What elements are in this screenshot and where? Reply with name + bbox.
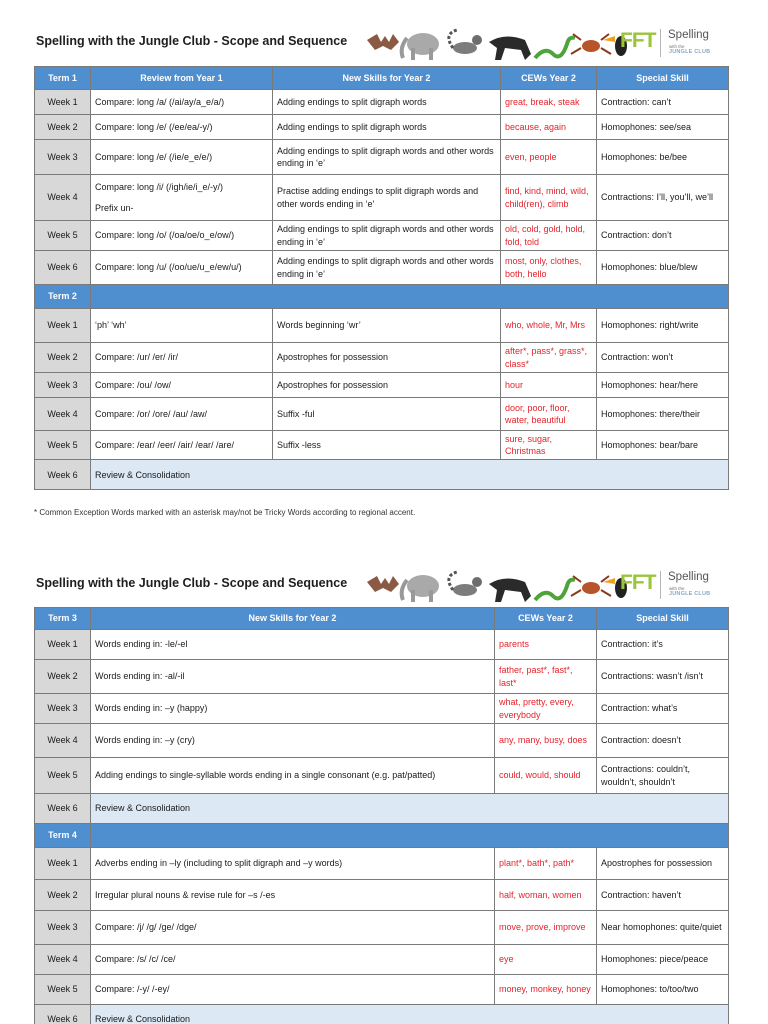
review-cell: Compare: long /e/ (/ee/ea/-y/) — [91, 115, 273, 140]
week-label: Week 1 — [35, 848, 91, 880]
logo-with: with the — [669, 586, 685, 591]
cew-cell: sure, sugar, Christmas — [501, 431, 597, 460]
review-row — [35, 794, 729, 824]
week-label: Week 2 — [35, 115, 91, 140]
skill-cell: Adding endings to split digraph words and other words ending in ‘e’ — [273, 221, 501, 251]
bat-icon — [367, 576, 399, 592]
term-divider-row — [35, 824, 729, 848]
skill-cell: Words ending in: –y (cry) — [91, 724, 495, 758]
week-label: Week 6 — [35, 460, 91, 490]
review-cell: Compare: /ear/ /eer/ /air/ /ear/ /are/ — [91, 431, 273, 460]
week-label: Week 4 — [35, 945, 91, 975]
page-title: Spelling with the Jungle Club - Scope and Sequence — [36, 34, 348, 48]
term-divider-row — [35, 285, 729, 309]
table-row — [35, 694, 729, 724]
review-cell: Compare: /or/ /ore/ /au/ /aw/ — [91, 398, 273, 431]
cew-cell: could, would, should — [495, 758, 597, 794]
logo-with: with the — [669, 44, 685, 49]
table-row — [35, 880, 729, 911]
table-row — [35, 431, 729, 460]
table-row — [35, 398, 729, 431]
table-row — [35, 221, 729, 251]
table-row — [35, 343, 729, 373]
table-row — [35, 848, 729, 880]
review-row — [35, 1005, 729, 1024]
lemur-icon — [449, 572, 482, 596]
cew-cell: find, kind, mind, wild, child(ren), climb — [501, 175, 597, 221]
week-label: Week 4 — [35, 175, 91, 221]
table-row — [35, 175, 729, 221]
week-label: Week 3 — [35, 140, 91, 175]
week-label: Week 2 — [35, 343, 91, 373]
review-cell: Compare: long /a/ (/ai/ay/a_e/a/) — [91, 90, 273, 115]
skill-cell: Words ending in: -al/-il — [91, 660, 495, 694]
footnote: * Common Exception Words marked with an asterisk may/not be Tricky Words according to regional accent. — [34, 508, 416, 517]
cew-cell: move, prove, improve — [495, 911, 597, 945]
week-label: Week 5 — [35, 758, 91, 794]
review-text: Compare: long /i/ (/igh/ie/i_e/-y/) — [95, 182, 224, 193]
cew-cell: even, people — [501, 140, 597, 175]
week-label: Week 2 — [35, 880, 91, 911]
table-row — [35, 373, 729, 398]
logo-jungle-club: JUNGLE CLUB — [669, 49, 711, 55]
cew-cell: who, whole, Mr, Mrs — [501, 309, 597, 343]
skill-cell: Suffix -less — [273, 431, 501, 460]
skill-cell: Apostrophes for possession — [273, 343, 501, 373]
special-cell: Contraction: can’t — [597, 90, 729, 115]
special-cell: Near homophones: quite/quiet — [597, 911, 729, 945]
skill-cell: Adding endings to split digraph words and other words ending in ‘e’ — [273, 251, 501, 285]
table-row — [35, 90, 729, 115]
panther-icon — [489, 36, 531, 60]
snake-icon — [535, 38, 575, 58]
skill-cell: Compare: /-y/ /-ey/ — [91, 975, 495, 1005]
elephant-icon — [402, 33, 439, 60]
special-cell: Homophones: see/sea — [597, 115, 729, 140]
special-cell: Contraction: haven’t — [597, 880, 729, 911]
week-label: Week 6 — [35, 251, 91, 285]
skill-cell: Words beginning ‘wr’ — [273, 309, 501, 343]
table-row — [35, 251, 729, 285]
snake-icon — [535, 580, 575, 600]
cew-cell: plant*, bath*, path* — [495, 848, 597, 880]
scope-table-terms-1-2 — [34, 66, 729, 490]
header-special: Special Skill — [597, 67, 729, 90]
special-cell: Homophones: bear/bare — [597, 431, 729, 460]
cew-cell: eye — [495, 945, 597, 975]
cew-cell: great, break, steak — [501, 90, 597, 115]
week-label: Week 4 — [35, 724, 91, 758]
header-term: Term 1 — [35, 67, 91, 90]
skill-cell: Practise adding endings to split digraph words and other words ending in ‘e’ — [273, 175, 501, 221]
skill-cell: Adding endings to split digraph words and other words ending in ‘e’ — [273, 140, 501, 175]
review-row — [35, 460, 729, 490]
special-cell: Contraction: don’t — [597, 221, 729, 251]
skill-cell: Irregular plural nouns & revise rule for –s /-es — [91, 880, 495, 911]
review-cell: Compare: long /u/ (/oo/ue/u_e/ew/u/) — [91, 251, 273, 285]
header-skills: New Skills for Year 2 — [273, 67, 501, 90]
review-cell: ‘ph’ ‘wh’ — [91, 309, 273, 343]
table-row — [35, 975, 729, 1005]
week-label: Week 5 — [35, 975, 91, 1005]
review-cell: Compare: /ou/ /ow/ — [91, 373, 273, 398]
table-row — [35, 115, 729, 140]
review-extra-text: Prefix un- — [95, 202, 134, 213]
table-row — [35, 309, 729, 343]
week-label: Week 2 — [35, 660, 91, 694]
term-label: Term 4 — [35, 824, 91, 848]
skill-cell: Adding endings to split digraph words — [273, 90, 501, 115]
cew-cell: because, again — [501, 115, 597, 140]
table-row — [35, 724, 729, 758]
cew-cell: most, only, clothes, both, hello — [501, 251, 597, 285]
special-cell: Contractions: wasn’t /isn’t — [597, 660, 729, 694]
cew-cell: after*, pass*, grass*, class* — [501, 343, 597, 373]
header-term: Term 3 — [35, 608, 91, 630]
fft-logo — [620, 27, 730, 61]
cew-cell: any, many, busy, does — [495, 724, 597, 758]
cew-cell: old, cold, gold, hold, fold, told — [501, 221, 597, 251]
cew-cell: half, woman, women — [495, 880, 597, 911]
scope-table-terms-3-4 — [34, 607, 729, 1024]
header-cews: CEWs Year 2 — [495, 608, 597, 630]
spider-icon — [571, 34, 611, 54]
review-consolidation-cell: Review & Consolidation — [91, 1005, 729, 1024]
term-label: Term 2 — [35, 285, 91, 309]
skill-cell: Apostrophes for possession — [273, 373, 501, 398]
review-consolidation-cell: Review & Consolidation — [91, 794, 729, 824]
panther-icon — [489, 578, 531, 602]
review-cell: Compare: long /e/ (/ie/e_e/e/) — [91, 140, 273, 175]
special-cell: Homophones: blue/blew — [597, 251, 729, 285]
week-label: Week 1 — [35, 630, 91, 660]
skill-cell: Compare: /j/ /g/ /ge/ /dge/ — [91, 911, 495, 945]
fft-logo — [620, 569, 730, 603]
table-row — [35, 660, 729, 694]
table-row — [35, 911, 729, 945]
review-cell: Compare: long /o/ (/oa/oe/o_e/ow/) — [91, 221, 273, 251]
review-cell — [91, 175, 273, 221]
special-cell: Homophones: be/bee — [597, 140, 729, 175]
week-label: Week 3 — [35, 911, 91, 945]
jungle-animals-illustration — [365, 24, 633, 64]
header-special: Special Skill — [597, 608, 729, 630]
week-label: Week 3 — [35, 373, 91, 398]
table-row — [35, 758, 729, 794]
skill-cell: Words ending in: -le/-el — [91, 630, 495, 660]
special-cell: Contraction: what’s — [597, 694, 729, 724]
special-cell: Homophones: to/too/two — [597, 975, 729, 1005]
skill-cell: Adverbs ending in –ly (including to split digraph and –y words) — [91, 848, 495, 880]
logo-jungle-club: JUNGLE CLUB — [669, 591, 711, 597]
skill-cell: Words ending in: –y (happy) — [91, 694, 495, 724]
table-header-row — [35, 608, 729, 630]
table-row — [35, 140, 729, 175]
week-label: Week 5 — [35, 221, 91, 251]
skill-cell: Adding endings to single-syllable words ending in a single consonant (e.g. pat/patted) — [91, 758, 495, 794]
cew-cell: door, poor, floor, water, beautiful — [501, 398, 597, 431]
review-cell: Compare: /ur/ /er/ /ir/ — [91, 343, 273, 373]
review-consolidation-cell: Review & Consolidation — [91, 460, 729, 490]
skill-cell: Adding endings to split digraph words — [273, 115, 501, 140]
fft-logo-mark: FFT — [620, 29, 656, 52]
special-cell: Homophones: hear/here — [597, 373, 729, 398]
cew-cell: money, monkey, honey — [495, 975, 597, 1005]
week-label: Week 6 — [35, 794, 91, 824]
header-review: Review from Year 1 — [91, 67, 273, 90]
cew-cell: what, pretty, every, everybody — [495, 694, 597, 724]
logo-spelling: Spelling — [668, 571, 709, 583]
special-cell: Homophones: there/their — [597, 398, 729, 431]
week-label: Week 6 — [35, 1005, 91, 1024]
week-label: Week 4 — [35, 398, 91, 431]
spider-icon — [571, 576, 611, 596]
special-cell: Contraction: it’s — [597, 630, 729, 660]
skill-cell: Compare: /s/ /c/ /ce/ — [91, 945, 495, 975]
bat-icon — [367, 34, 399, 50]
jungle-animals-illustration — [365, 566, 633, 606]
page-title: Spelling with the Jungle Club - Scope and Sequence — [36, 576, 348, 590]
special-cell: Contractions: couldn’t, wouldn’t, shouldn’t — [597, 758, 729, 794]
cew-cell: father, past*, fast*, last* — [495, 660, 597, 694]
page-header-2 — [33, 566, 728, 606]
special-cell: Contractions: I’ll, you’ll, we’ll — [597, 175, 729, 221]
special-cell: Homophones: right/write — [597, 309, 729, 343]
page-header-1 — [33, 24, 728, 64]
table-row — [35, 945, 729, 975]
week-label: Week 1 — [35, 309, 91, 343]
week-label: Week 1 — [35, 90, 91, 115]
special-cell: Homophones: piece/peace — [597, 945, 729, 975]
elephant-icon — [402, 575, 439, 602]
week-label: Week 5 — [35, 431, 91, 460]
table-row — [35, 630, 729, 660]
skill-cell: Suffix -ful — [273, 398, 501, 431]
table-header-row — [35, 67, 729, 90]
special-cell: Apostrophes for possession — [597, 848, 729, 880]
cew-cell: hour — [501, 373, 597, 398]
header-skills: New Skills for Year 2 — [91, 608, 495, 630]
logo-spelling: Spelling — [668, 29, 709, 41]
header-cews: CEWs Year 2 — [501, 67, 597, 90]
lemur-icon — [449, 30, 482, 54]
special-cell: Contraction: doesn’t — [597, 724, 729, 758]
cew-cell: parents — [495, 630, 597, 660]
special-cell: Contraction: won’t — [597, 343, 729, 373]
week-label: Week 3 — [35, 694, 91, 724]
fft-logo-mark: FFT — [620, 571, 656, 594]
